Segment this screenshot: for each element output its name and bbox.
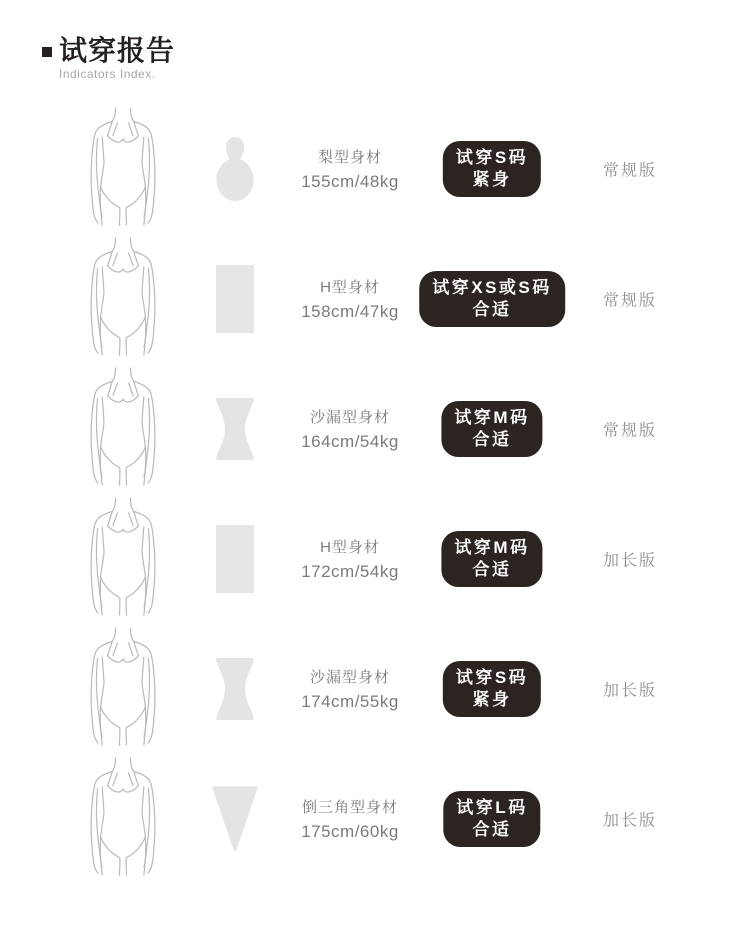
height-weight-label: 158cm/47kg bbox=[301, 302, 399, 321]
version-label: 常规版 bbox=[602, 292, 658, 310]
body-type-label: H型身材 bbox=[320, 279, 380, 296]
female-model-figure-icon bbox=[85, 498, 161, 621]
version-label: 加长版 bbox=[602, 682, 658, 700]
body-info-block bbox=[301, 666, 399, 712]
badge-fit-line: 合适 bbox=[472, 820, 512, 839]
badge-size-line: 试穿XS或S码 bbox=[432, 278, 552, 297]
body-info-block bbox=[301, 536, 399, 582]
rectangle-shape-icon bbox=[216, 265, 254, 333]
body-info-block bbox=[301, 796, 399, 842]
height-weight-label: 175cm/60kg bbox=[301, 822, 399, 841]
body-shape-icon bbox=[211, 785, 259, 853]
badge-size-line: 试穿S码 bbox=[455, 148, 529, 167]
body-info-block bbox=[301, 276, 399, 322]
body-type-label: H型身材 bbox=[320, 539, 380, 556]
version-label: 加长版 bbox=[602, 552, 658, 570]
female-model-figure-icon bbox=[85, 108, 161, 231]
version-label: 加长版 bbox=[602, 812, 658, 830]
badge-fit-line: 合适 bbox=[472, 300, 512, 319]
fit-report-row bbox=[0, 624, 750, 754]
fit-report-row bbox=[0, 104, 750, 234]
female-model-figure-icon bbox=[85, 238, 161, 361]
version-label: 常规版 bbox=[602, 162, 658, 180]
body-type-label: 倒三角型身材 bbox=[301, 799, 398, 816]
badge-fit-line: 紧身 bbox=[472, 690, 512, 709]
square-bullet-icon bbox=[42, 47, 52, 57]
height-weight-label: 164cm/54kg bbox=[301, 432, 399, 451]
inverted-triangle-shape-icon bbox=[211, 785, 259, 853]
body-shape-icon bbox=[214, 135, 256, 203]
fit-report-row bbox=[0, 494, 750, 624]
body-shape-icon bbox=[214, 657, 256, 721]
version-label: 常规版 bbox=[602, 422, 658, 440]
fit-result-badge bbox=[443, 791, 540, 847]
hourglass-shape-icon bbox=[214, 397, 256, 461]
page-title: 试穿报告 bbox=[59, 35, 176, 66]
female-model-figure-icon bbox=[85, 368, 161, 491]
badge-size-line: 试穿M码 bbox=[454, 538, 530, 557]
rectangle-shape-icon bbox=[216, 525, 254, 593]
female-model-figure-icon bbox=[85, 758, 161, 881]
pear-shape-icon bbox=[214, 135, 256, 203]
badge-size-line: 试穿S码 bbox=[455, 668, 529, 687]
body-info-block bbox=[301, 406, 399, 452]
page-subtitle: Indicators Index. bbox=[59, 67, 156, 81]
female-model-figure-icon bbox=[85, 628, 161, 751]
height-weight-label: 172cm/54kg bbox=[301, 562, 399, 581]
body-shape-icon bbox=[214, 397, 256, 461]
fit-report-rows bbox=[0, 104, 750, 884]
fit-report-row bbox=[0, 234, 750, 364]
height-weight-label: 155cm/48kg bbox=[301, 172, 399, 191]
fit-result-badge bbox=[441, 531, 542, 587]
page-header bbox=[42, 36, 175, 81]
body-type-label: 沙漏型身材 bbox=[309, 669, 390, 686]
fit-report-row bbox=[0, 364, 750, 494]
badge-fit-line: 紧身 bbox=[472, 170, 512, 189]
body-info-block bbox=[301, 146, 399, 192]
height-weight-label: 174cm/55kg bbox=[301, 692, 399, 711]
hourglass-shape-icon bbox=[214, 657, 256, 721]
badge-fit-line: 合适 bbox=[472, 560, 512, 579]
fit-result-badge bbox=[443, 141, 541, 197]
badge-size-line: 试穿L码 bbox=[456, 798, 528, 817]
fit-result-badge bbox=[441, 401, 542, 457]
body-type-label: 梨型身材 bbox=[317, 149, 382, 166]
fit-result-badge bbox=[419, 271, 565, 327]
body-type-label: 沙漏型身材 bbox=[309, 409, 390, 426]
body-shape-icon bbox=[216, 525, 254, 593]
body-shape-icon bbox=[216, 265, 254, 333]
fit-report-row bbox=[0, 754, 750, 884]
badge-fit-line: 合适 bbox=[472, 430, 512, 449]
fit-result-badge bbox=[443, 661, 541, 717]
badge-size-line: 试穿M码 bbox=[454, 408, 530, 427]
